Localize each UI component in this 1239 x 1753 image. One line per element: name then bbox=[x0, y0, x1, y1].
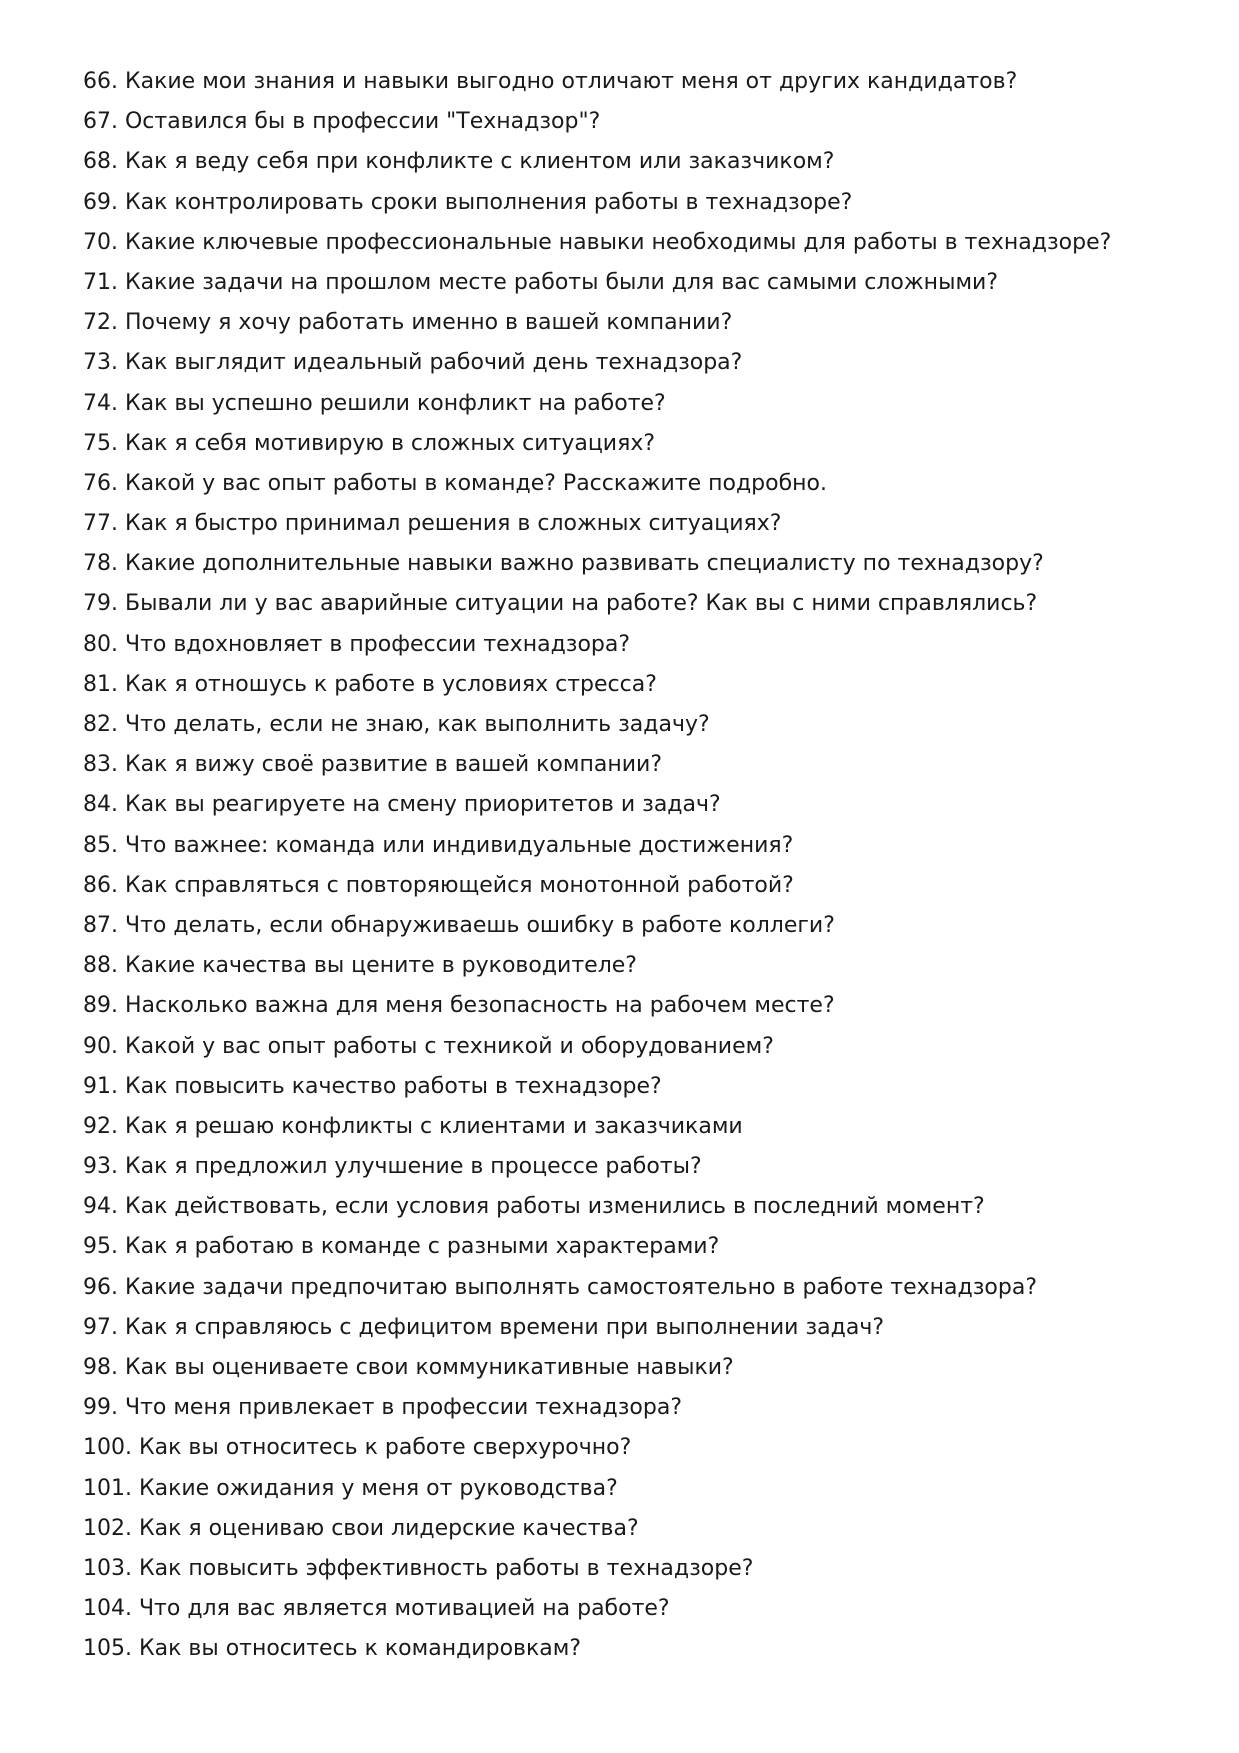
question-103: 103. Как повысить эффективность работы в технадзоре? bbox=[83, 1555, 754, 1581]
question-94: 94. Как действовать, если условия работы изменились в последний момент? bbox=[83, 1194, 985, 1220]
question-72: 72. Почему я хочу работать именно в вашей компании? bbox=[83, 310, 733, 336]
question-81: 81. Как я отношусь к работе в условиях стресса? bbox=[83, 671, 657, 697]
question-91: 91. Как повысить качество работы в технадзоре? bbox=[83, 1073, 662, 1099]
question-89: 89. Насколько важна для меня безопасность на рабочем месте? bbox=[83, 993, 835, 1019]
question-79: 79. Бывали ли у вас аварийные ситуации на работе? Как вы с ними справлялись? bbox=[83, 591, 1038, 617]
question-102: 102. Как я оцениваю свои лидерские качества? bbox=[83, 1515, 639, 1541]
question-66: 66. Какие мои знания и навыки выгодно отличают меня от других кандидатов? bbox=[83, 69, 1018, 94]
question-70: 70. Какие ключевые профессиональные навыки необходимы для работы в технадзоре? bbox=[83, 229, 1112, 255]
question-86: 86. Как справляться с повторяющейся монотонной работой? bbox=[83, 872, 794, 898]
question-93: 93. Как я предложил улучшение в процессе работы? bbox=[83, 1154, 702, 1180]
question-68: 68. Как я веду себя при конфликте с клиентом или заказчиком? bbox=[83, 149, 835, 175]
question-80: 80. Что вдохновляет в профессии технадзора? bbox=[83, 631, 631, 657]
question-88: 88. Какие качества вы цените в руководителе? bbox=[83, 953, 637, 979]
question-97: 97. Как я справляюсь с дефицитом времени при выполнении задач? bbox=[83, 1314, 885, 1340]
question-67: 67. Оставился бы в профессии "Технадзор"? bbox=[83, 109, 601, 135]
question-77: 77. Как я быстро принимал решения в сложных ситуациях? bbox=[83, 511, 782, 537]
question-78: 78. Какие дополнительные навыки важно развивать специалисту по технадзору? bbox=[83, 551, 1044, 577]
question-98: 98. Как вы оцениваете свои коммуникативные навыки? bbox=[83, 1355, 734, 1380]
question-83: 83. Как я вижу своё развитие в вашей компании? bbox=[83, 752, 663, 778]
question-list bbox=[83, 62, 1203, 1670]
question-82: 82. Что делать, если не знаю, как выполнить задачу? bbox=[83, 712, 710, 737]
question-74: 74. Как вы успешно решили конфликт на работе? bbox=[83, 390, 666, 416]
question-104: 104. Что для вас является мотивацией на работе? bbox=[83, 1596, 670, 1622]
question-92: 92. Как я решаю конфликты с клиентами и заказчиками bbox=[83, 1113, 743, 1139]
question-99: 99. Что меня привлекает в профессии технадзора? bbox=[83, 1395, 683, 1421]
question-105: 105. Как вы относитесь к командировкам? bbox=[83, 1636, 582, 1662]
question-69: 69. Как контролировать сроки выполнения работы в технадзоре? bbox=[83, 189, 853, 215]
question-84: 84. Как вы реагируете на смену приоритетов и задач? bbox=[83, 792, 721, 818]
question-71: 71. Какие задачи на прошлом месте работы были для вас самыми сложными? bbox=[83, 269, 999, 295]
question-96: 96. Какие задачи предпочитаю выполнять самостоятельно в работе технадзора? bbox=[83, 1274, 1037, 1300]
question-90: 90. Какой у вас опыт работы с техникой и оборудованием? bbox=[83, 1033, 774, 1059]
question-76: 76. Какой у вас опыт работы в команде? Расскажите подробно. bbox=[83, 470, 827, 496]
question-95: 95. Как я работаю в команде с разными характерами? bbox=[83, 1234, 720, 1260]
question-85: 85. Что важнее: команда или индивидуальные достижения? bbox=[83, 832, 794, 858]
question-100: 100. Как вы относитесь к работе сверхурочно? bbox=[83, 1435, 632, 1461]
question-101: 101. Какие ожидания у меня от руководства? bbox=[83, 1475, 618, 1501]
question-73: 73. Как выглядит идеальный рабочий день технадзора? bbox=[83, 350, 743, 376]
question-75: 75. Как я себя мотивирую в сложных ситуациях? bbox=[83, 430, 656, 456]
question-87: 87. Что делать, если обнаруживаешь ошибку в работе коллеги? bbox=[83, 912, 835, 938]
